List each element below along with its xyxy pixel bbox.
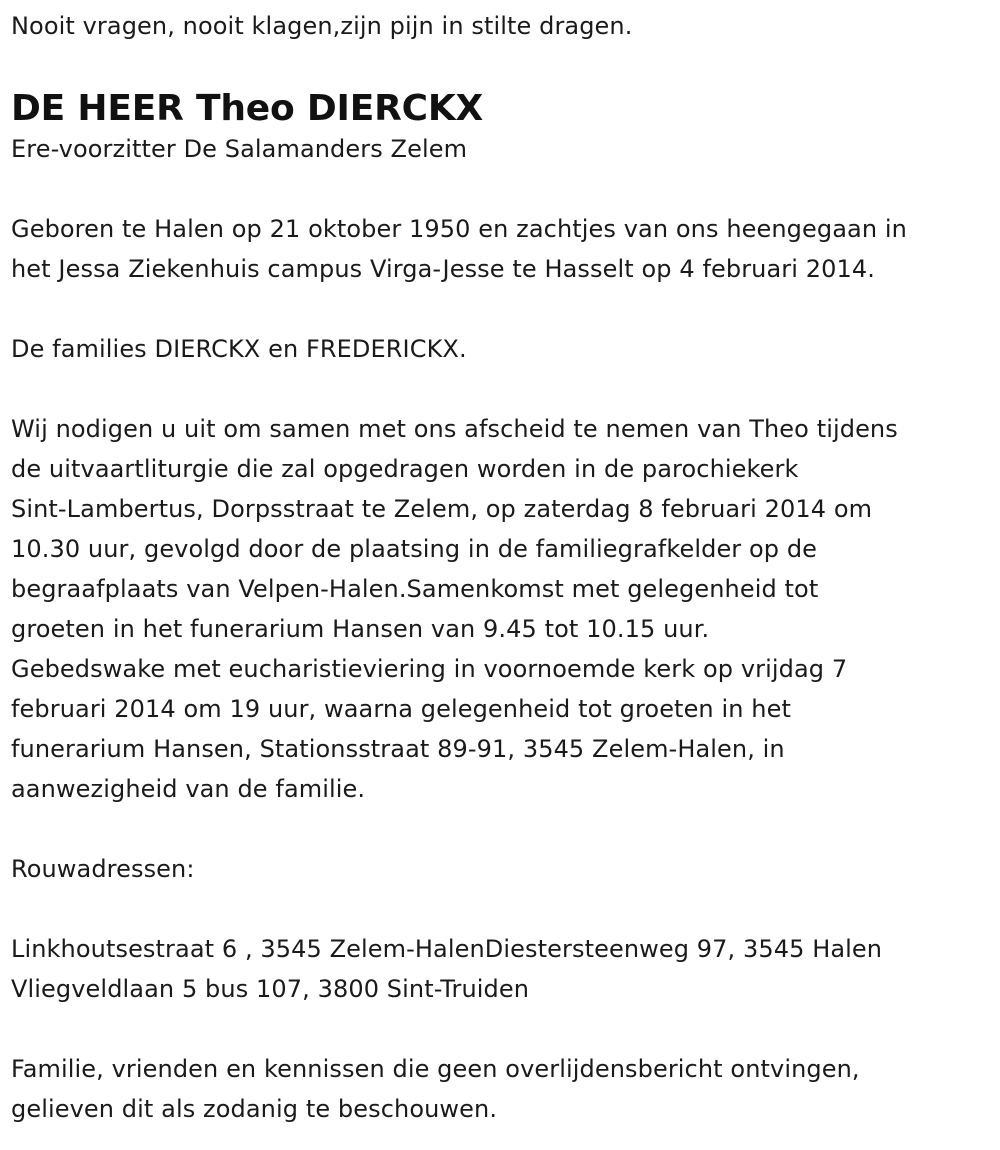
addresses-paragraph — [11, 929, 996, 1009]
text-line: Familie, vrienden en kennissen die geen overlijdensbericht ontvingen, — [11, 1055, 860, 1083]
text-line: 10.30 uur, gevolgd door de plaatsing in de familiegrafkelder op de — [11, 535, 818, 563]
text-line: februari 2014 om 19 uur, waarna gelegenheid tot groeten in het — [11, 695, 791, 723]
text-line: Geboren te Halen op 21 oktober 1950 en zachtjes van ons heengegaan in — [11, 215, 907, 243]
families-line: De families DIERCKX en FREDERICKX. — [11, 335, 467, 363]
opening-quote: Nooit vragen, nooit klagen,zijn pijn in stilte dragen. — [11, 12, 633, 40]
invitation-paragraph — [11, 409, 996, 809]
obituary-notice — [11, 0, 996, 1129]
text-line: Gebedswake met eucharistieviering in voornoemde kerk op vrijdag 7 — [11, 655, 848, 683]
text-line: gelieven dit als zodanig te beschouwen. — [11, 1095, 498, 1123]
text-line: groeten in het funerarium Hansen van 9.45 tot 10.15 uur. — [11, 615, 710, 643]
deceased-name: DE HEER Theo DIERCKX — [11, 88, 484, 129]
text-line: begraafplaats van Velpen-Halen.Samenkomst met gelegenheid tot — [11, 575, 819, 603]
address-line: Vliegveldlaan 5 bus 107, 3800 Sint-Truiden — [11, 975, 530, 1003]
closing-paragraph — [11, 1049, 996, 1129]
honorary-title: Ere-voorzitter De Salamanders Zelem — [11, 135, 468, 163]
text-line: Wij nodigen u uit om samen met ons afscheid te nemen van Theo tijdens — [11, 415, 898, 443]
text-line: aanwezigheid van de familie. — [11, 775, 366, 803]
addresses-heading: Rouwadressen: — [11, 855, 195, 883]
address-line: Linkhoutsestraat 6 , 3545 Zelem-HalenDiestersteenweg 97, 3545 Halen — [11, 935, 883, 963]
birth-death-paragraph — [11, 209, 996, 289]
text-line: Sint-Lambertus, Dorpsstraat te Zelem, op zaterdag 8 februari 2014 om — [11, 495, 873, 523]
text-line: funerarium Hansen, Stationsstraat 89-91, 3545 Zelem-Halen, in — [11, 735, 785, 763]
text-line: de uitvaartliturgie die zal opgedragen worden in de parochiekerk — [11, 455, 799, 483]
text-line: het Jessa Ziekenhuis campus Virga-Jesse te Hasselt op 4 februari 2014. — [11, 255, 875, 283]
